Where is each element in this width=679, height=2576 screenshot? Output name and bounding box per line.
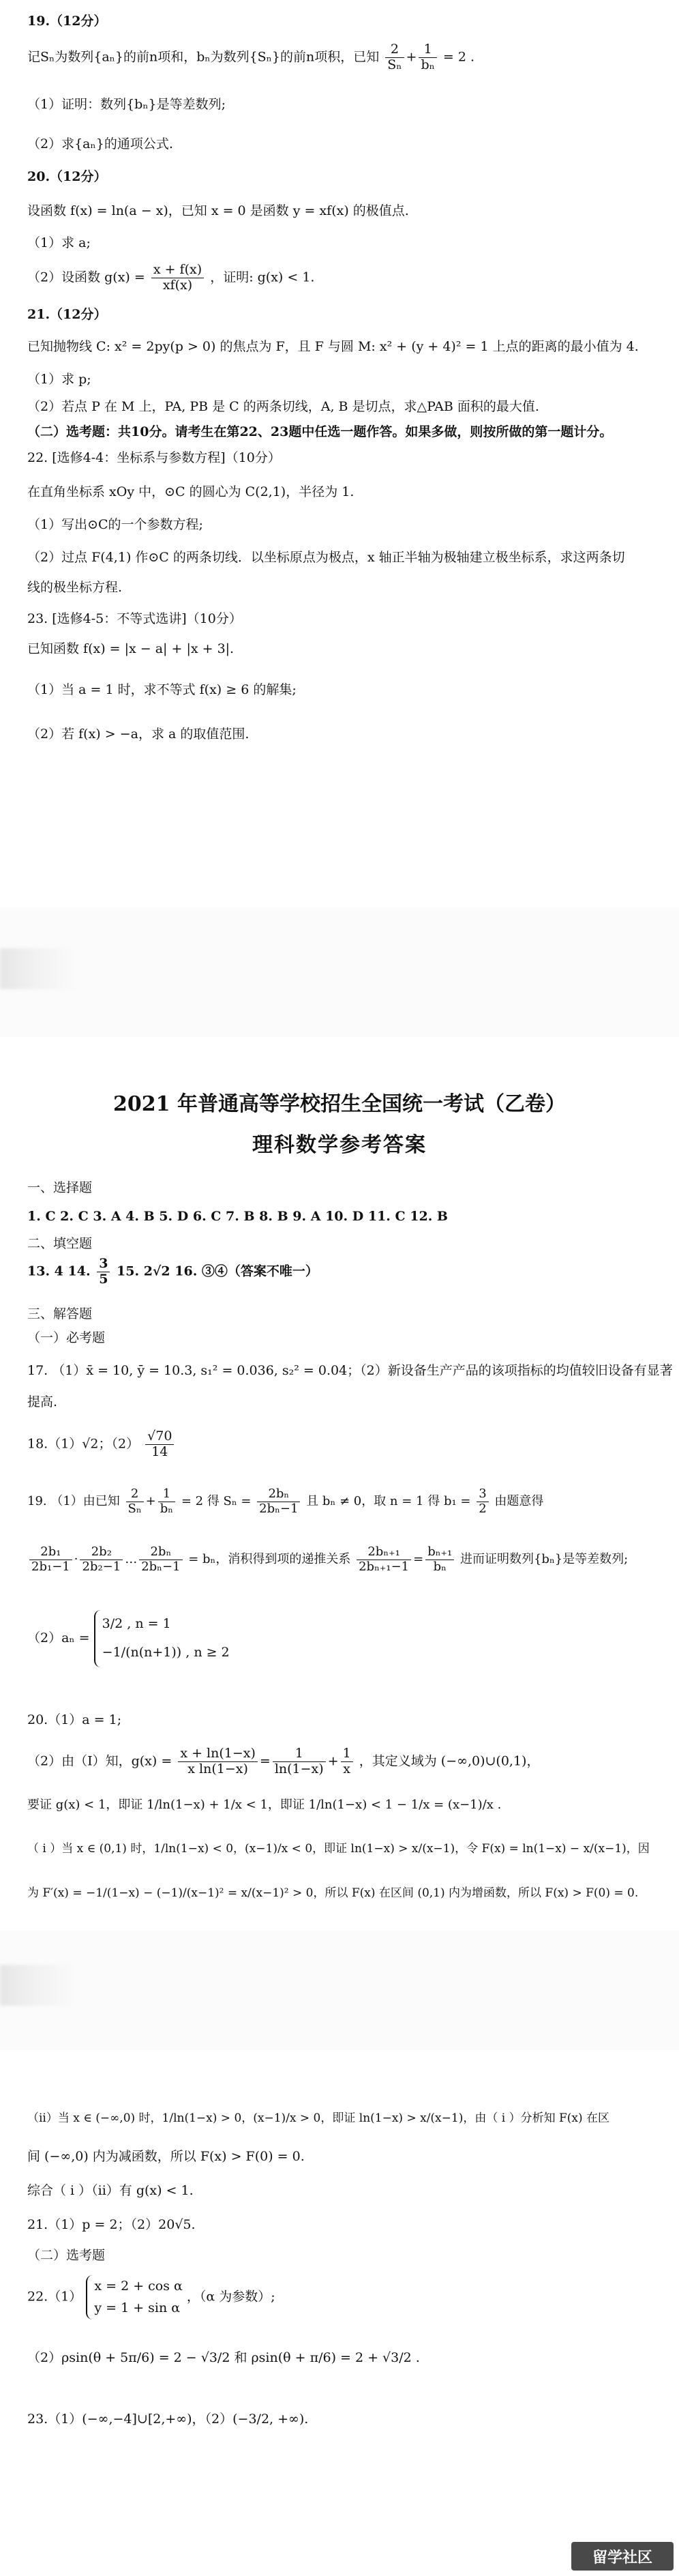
q20-statement: 设函数 f(x) = ln(a − x)，已知 x = 0 是函数 y = xf(x) 的极值点. <box>27 203 409 218</box>
q19-statement: 记Sₙ为数列{aₙ}的前n项和，bₙ为数列{Sₙ}的前n项积，已知 $\frac{2}{\text{Sₙ}}$ + $\frac{1}{\text{bₙ}}$ = 2 . <box>27 42 475 72</box>
a20-line4: （ i ）当 x ∈ (0,1) 时，1/ln(1−x) < 0，(x−1)/x < 0，即证 ln(1−x) > x/(x−1)，令 F(x) = ln(1−x) − x/(x−1)，因 <box>27 1842 650 1856</box>
blurred-mark <box>0 1965 75 2006</box>
a20-line3: 要证 g(x) < 1，即证 1/ln(1−x) + 1/x < 1，即证 1/ln(1−x) < 1 − 1/x = (x−1)/x . <box>27 1798 502 1812</box>
a19-line1: 19. （1）由已知 $\frac{2}{\text{Sₙ}}$ + $\frac{1}{\text{bₙ}}$ = 2 得 Sₙ = $\frac{\text{2bₙ}}{\text{2bₙ−1}}$ 且 bₙ ≠ 0，取 n = 1 得 b₁ = $\frac{3}{2}$ 由题意得 <box>27 1487 544 1516</box>
answer-page-continued <box>0 2050 679 2576</box>
q19-part2: （2）求{aₙ}的通项公式. <box>27 136 173 151</box>
q23-part1: （1）当 a = 1 时，求不等式 f(x) ≥ 6 的解集; <box>27 682 297 697</box>
q21-part2: （2）若点 P 在 M 上，PA, PB 是 C 的两条切线，A, B 是切点，求△PAB 面积的最大值. <box>27 399 539 414</box>
a19-part2: （2）aₙ = 3/2 , n = 1 −1/(n(n+1)) , n ≥ 2 <box>27 1610 652 1667</box>
section-solution: 三、解答题 <box>27 1306 93 1321</box>
elective-note: （二）选考题：共10分。请考生在第22、23题中任选一题作答。如果多做，则按所做的第一题计分。 <box>27 424 613 439</box>
blurred-mark <box>0 948 75 989</box>
q19-part1: （1）证明：数列{bₙ}是等差数列; <box>27 97 226 112</box>
answer-title: 2021 年普通高等学校招生全国统一考试（乙卷） <box>113 1092 566 1116</box>
q22-part2-line2: 线的极坐标方程. <box>27 580 123 595</box>
fill-answers: 13. 4 14. $\frac{3}{5}$ 15. 2√2 16. ③④（答案不唯一） <box>27 1256 318 1287</box>
fraction: $\frac{x + f(x)}{xf(x)}$ <box>151 263 204 293</box>
a22-part1: 22.（1） x = 2 + cos α y = 1 + sin α ，（α 为参数）; <box>27 2275 652 2319</box>
q22-part1: （1）写出⊙C的一个参数方程; <box>27 517 203 532</box>
q21-part1: （1）求 p; <box>27 372 91 387</box>
a20-line1: 20.（1）a = 1; <box>27 1712 122 1727</box>
q23-heading: 23. [选修4-5：不等式选讲]（10分） <box>27 611 242 626</box>
q20-part2: （2）设函数 g(x) = $\frac{x + f(x)}{xf(x)}$ ，证明: g(x) < 1. <box>27 262 315 293</box>
a18: 18.（1）√2；（2） $\frac{√70}{14}$ <box>27 1429 652 1460</box>
a20-ii-line2: 间 (−∞,0) 内为减函数，所以 F(x) > F(0) = 0. <box>27 2149 305 2164</box>
q22-part2-line1: （2）过点 F(4,1) 作⊙C 的两条切线．以坐标原点为极点，x 轴正半轴为极轴建立极坐标系，求这两条切 <box>27 550 625 565</box>
a20-line5: 为 F′(x) = −1/(1−x) − (−1)/(x−1)² = x/(x−1)² > 0，所以 F(x) 在区间 (0,1) 内为增函数，所以 F(x) > F(0) = 0. <box>27 1886 639 1900</box>
a23: 23.（1）(−∞,−4]∪[2,+∞)，（2）(−3/2, +∞). <box>27 2412 309 2427</box>
watermark-logo: 留学社区 <box>571 2542 674 2571</box>
q22-heading: 22. [选修4-4：坐标系与参数方程]（10分） <box>27 450 281 465</box>
section-elective: （二）选考题 <box>27 2248 106 2263</box>
q21-heading: 21.（12分） <box>27 307 107 322</box>
section-choice: 一、选择题 <box>27 1180 93 1195</box>
a21: 21.（1）p = 2；（2）20√5. <box>27 2217 196 2232</box>
question-page <box>0 0 679 907</box>
choice-answers: 1. C 2. C 3. A 4. B 5. D 6. C 7. B 8. B 9. A 10. D 11. C 12. B <box>27 1209 448 1224</box>
parametric-brace: x = 2 + cos α y = 1 + sin α <box>86 2275 183 2319</box>
a20-conclusion: 综合（ i ）（ii）有 g(x) < 1. <box>27 2183 194 2198</box>
a20-ii-line1: （ii）当 x ∈ (−∞,0) 时，1/ln(1−x) > 0，(x−1)/x > 0，即证 ln(1−x) > x/(x−1)，由（ i ）分析知 F(x) 在区 <box>27 2111 610 2125</box>
section-required: （一）必考题 <box>27 1330 106 1345</box>
fraction: $\frac{2}{\text{Sₙ}}$ <box>385 42 404 73</box>
page-gap <box>0 907 679 1037</box>
q23-part2: （2）若 f(x) > −a，求 a 的取值范围. <box>27 727 250 742</box>
fraction: $\frac{1}{\text{bₙ}}$ <box>419 42 436 73</box>
answer-subtitle: 理科数学参考答案 <box>252 1133 427 1157</box>
section-fill: 二、填空题 <box>27 1236 93 1251</box>
q20-heading: 20.（12分） <box>27 169 107 184</box>
piecewise-brace: 3/2 , n = 1 −1/(n(n+1)) , n ≥ 2 <box>94 1610 230 1667</box>
page-gap <box>0 1931 679 2050</box>
a17-line2: 提高. <box>27 1394 58 1409</box>
q23-statement: 已知函数 f(x) = |x − a| + |x + 3|. <box>27 641 235 656</box>
a17-line1: 17. （1）x̄ = 10, ȳ = 10.3, s₁² = 0.036, s₂² = 0.04；（2）新设备生产产品的该项指标的均值较旧设备有显著 <box>27 1363 673 1378</box>
q22-statement: 在直角坐标系 xOy 中，⊙C 的圆心为 C(2,1)，半径为 1. <box>27 484 354 499</box>
q20-part1: （1）求 a; <box>27 235 91 250</box>
q19-heading: 19.（12分） <box>27 14 107 29</box>
a19-line2: $\frac{\text{2b₁}}{\text{2b₁−1}}$ · $\frac{\text{2b₂}}{\text{2b₂−1}}$ … $\frac{\text{2bₙ}}{\text{2bₙ−1}}$ = bₙ，消积得到项的递推关系 $\frac{\text{2bₙ₊₁}}{\text{2bₙ₊₁−1}}$ = $\frac{\text{bₙ₊₁}}{\text{bₙ}}$ 进而证明数列{bₙ}是等差数列; <box>27 1545 652 1574</box>
a20-line2: （2）由（I）知，g(x) = $\frac{x + \ln(1-x)}{\text{x ln(1−x)}}$ = $\frac{1}{\ln(1-x)}$ + $\frac{1}{x}$ ，其定义域为 (−∞,0)∪(0,1)， <box>27 1746 540 1776</box>
answer-page <box>0 1037 679 1931</box>
fraction: $\frac{3}{5}$ <box>97 1257 110 1287</box>
a22-part2: （2）ρsin(θ + 5π/6) = 2 − √3/2 和 ρsin(θ + π/6) = 2 + √3/2 . <box>27 2350 420 2365</box>
q21-statement: 已知抛物线 C: x² = 2py(p > 0) 的焦点为 F，且 F 与圆 M: x² + (y + 4)² = 1 上点的距离的最小值为 4. <box>27 339 639 354</box>
fraction: $\frac{√70}{14}$ <box>145 1429 174 1460</box>
